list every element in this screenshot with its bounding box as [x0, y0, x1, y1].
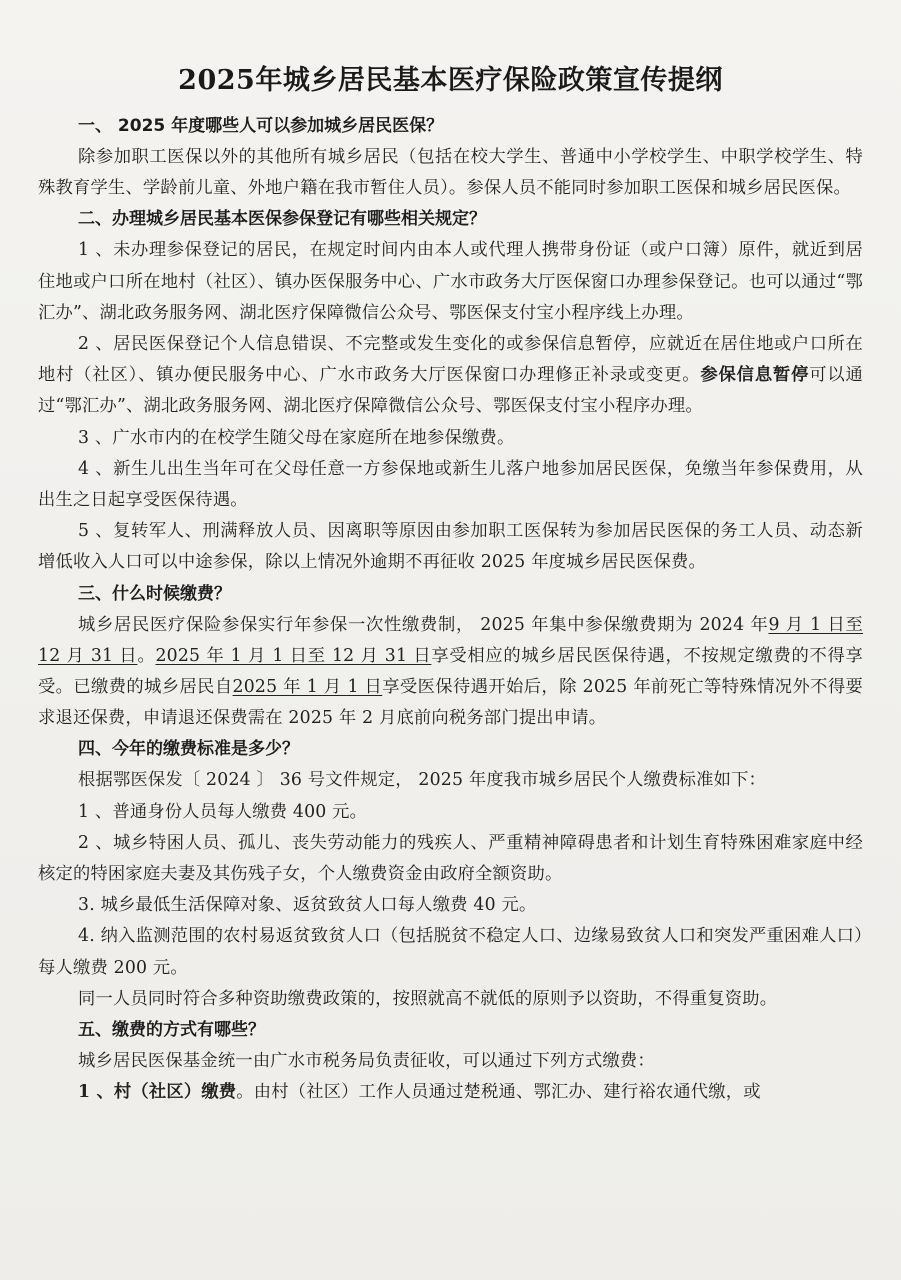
section-2-item-2-bold: 参保信息暂停 — [700, 365, 810, 386]
section-4-item-2: 2 、城乡特困人员、孤儿、丧失劳动能力的残疾人、严重精神障碍患者和计划生育特殊困难家庭中经核定的特困家庭夫妻及其伤残子女，个人缴费资金由政府全额资助。 — [38, 832, 863, 885]
page-title: 2025年城乡居民基本医疗保险政策宣传提纲 — [178, 65, 723, 96]
section-4-note: 同一人员同时符合多种资助缴费政策的，按照就高不就低的原则予以资助，不得重复资助。 — [78, 988, 778, 1009]
section-2-item-2-text-a: 2 、居民医保登记个人信息错误、不完整或发生变化的或参保信息暂停，应就近在居住地或户口所在地村（社区）、镇办便民服务中心、广水市政务大厅医保窗口办理修正补录或变更。 — [38, 334, 863, 386]
section-2-heading: 二、办理城乡居民基本医保参保登记有哪些相关规定？ — [78, 209, 486, 230]
s3-text-e: 享受相应的城乡居民医保待遇，不按规定缴费的不得享受。已缴费的城乡居民自 — [38, 645, 864, 698]
section-4-item-3: 3. 城乡最低生活保障对象、返贫致贫人口每人缴费 40 元。 — [78, 895, 537, 916]
section-1-heading: 一、 2025 年度哪些人可以参加城乡居民医保？ — [78, 116, 444, 136]
section-2-item-5: 5 、复转军人、刑满释放人员、因离职等原因由参加职工医保转为参加居民医保的务工人员、动态新增低收入人口可以中途参保，除以上情况外逾期不再征收 2025 年度城乡居民医保费。 — [38, 521, 863, 573]
section-2-item-1: 1 、未办理参保登记的居民，在规定时间内由本人或代理人携带身份证（或户口簿）原件，就近到居住地或户口所在地村（社区）、镇办医保服务中心、广水市政务大厅医保窗口办理参保登记。也可以通过“鄂汇办”、湖北政务服务网、湖北医疗保障微信公众号、鄂医保支付宝小程序线上办理。 — [38, 240, 863, 323]
section-2-item-3: 3 、广水市内的在校学生随父母在家庭所在地参保缴费。 — [78, 427, 515, 448]
section-2-item-4: 4 、新生儿出生当年可在父母任意一方参保地或新生儿落户地参加居民医保，免缴当年参保费用，从出生之日起享受医保待遇。 — [38, 458, 863, 511]
section-3-heading: 三、什么时候缴费？ — [78, 583, 231, 604]
section-5-heading: 五、缴费的方式有哪些？ — [78, 1020, 265, 1041]
s3-text-g: 享受医保待遇开始后，除 2025 年前死亡等特殊情况外不得要求退还保费，申请退还保费需在 2025 年 2 月底前向税务部门提出申请。 — [38, 677, 864, 729]
s3-text-a: 城乡居民医疗保险参保实行年参保一次性缴费制， 2025 年集中参保缴费期为 2024 年 — [78, 614, 769, 635]
section-2-item-2-text-c: 可以通过“鄂汇办”、湖北政务服务网、湖北医疗保障微信公众号、鄂医保支付宝小程序办理。 — [38, 365, 863, 417]
section-4-intro: 根据鄂医保发〔 2024 〕 36 号文件规定， 2025 年度我市城乡居民个人缴费标准如下： — [78, 770, 767, 791]
section-5-intro: 城乡居民医保基金统一由广水市税务局负责征收，可以通过下列方式缴费： — [78, 1051, 655, 1072]
s3-underline-benefit-period: 2025 年 1 月 1 日至 12 月 31 日 — [155, 645, 432, 666]
section-4-item-1: 1 、普通身份人员每人缴费 400 元。 — [78, 801, 368, 822]
section-5-item-1-bold: 1 、村（社区）缴费 — [78, 1082, 237, 1103]
section-2-item-2 — [38, 329, 863, 423]
section-4-heading: 四、今年的缴费标准是多少？ — [78, 739, 299, 760]
section-5-item-1 — [38, 1077, 863, 1108]
section-3-paragraph — [38, 610, 863, 735]
section-5-item-1-text: 。由村（社区）工作人员通过楚税通、鄂汇办、建行裕农通代缴，或 — [236, 1082, 761, 1103]
section-4-item-4: 4. 纳入监测范围的农村易返贫致贫人口（包括脱贫不稳定人口、边缘易致贫人口和突发严重困难人口）每人缴费 200 元。 — [38, 926, 863, 978]
s3-underline-period: 9 月 1 日至 12 月 31 日 — [38, 614, 864, 666]
section-1-paragraph: 除参加职工医保以外的其他所有城乡居民（包括在校大学生、普通中小学校学生、中职学校学生、特殊教育学生、学龄前儿童、外地户籍在我市暂住人员）。参保人员不能同时参加职工医保和城乡居民医保。 — [38, 147, 863, 199]
s3-underline-start-date: 2025 年 1 月 1 日 — [232, 677, 383, 698]
s3-text-c: 。 — [137, 645, 156, 666]
